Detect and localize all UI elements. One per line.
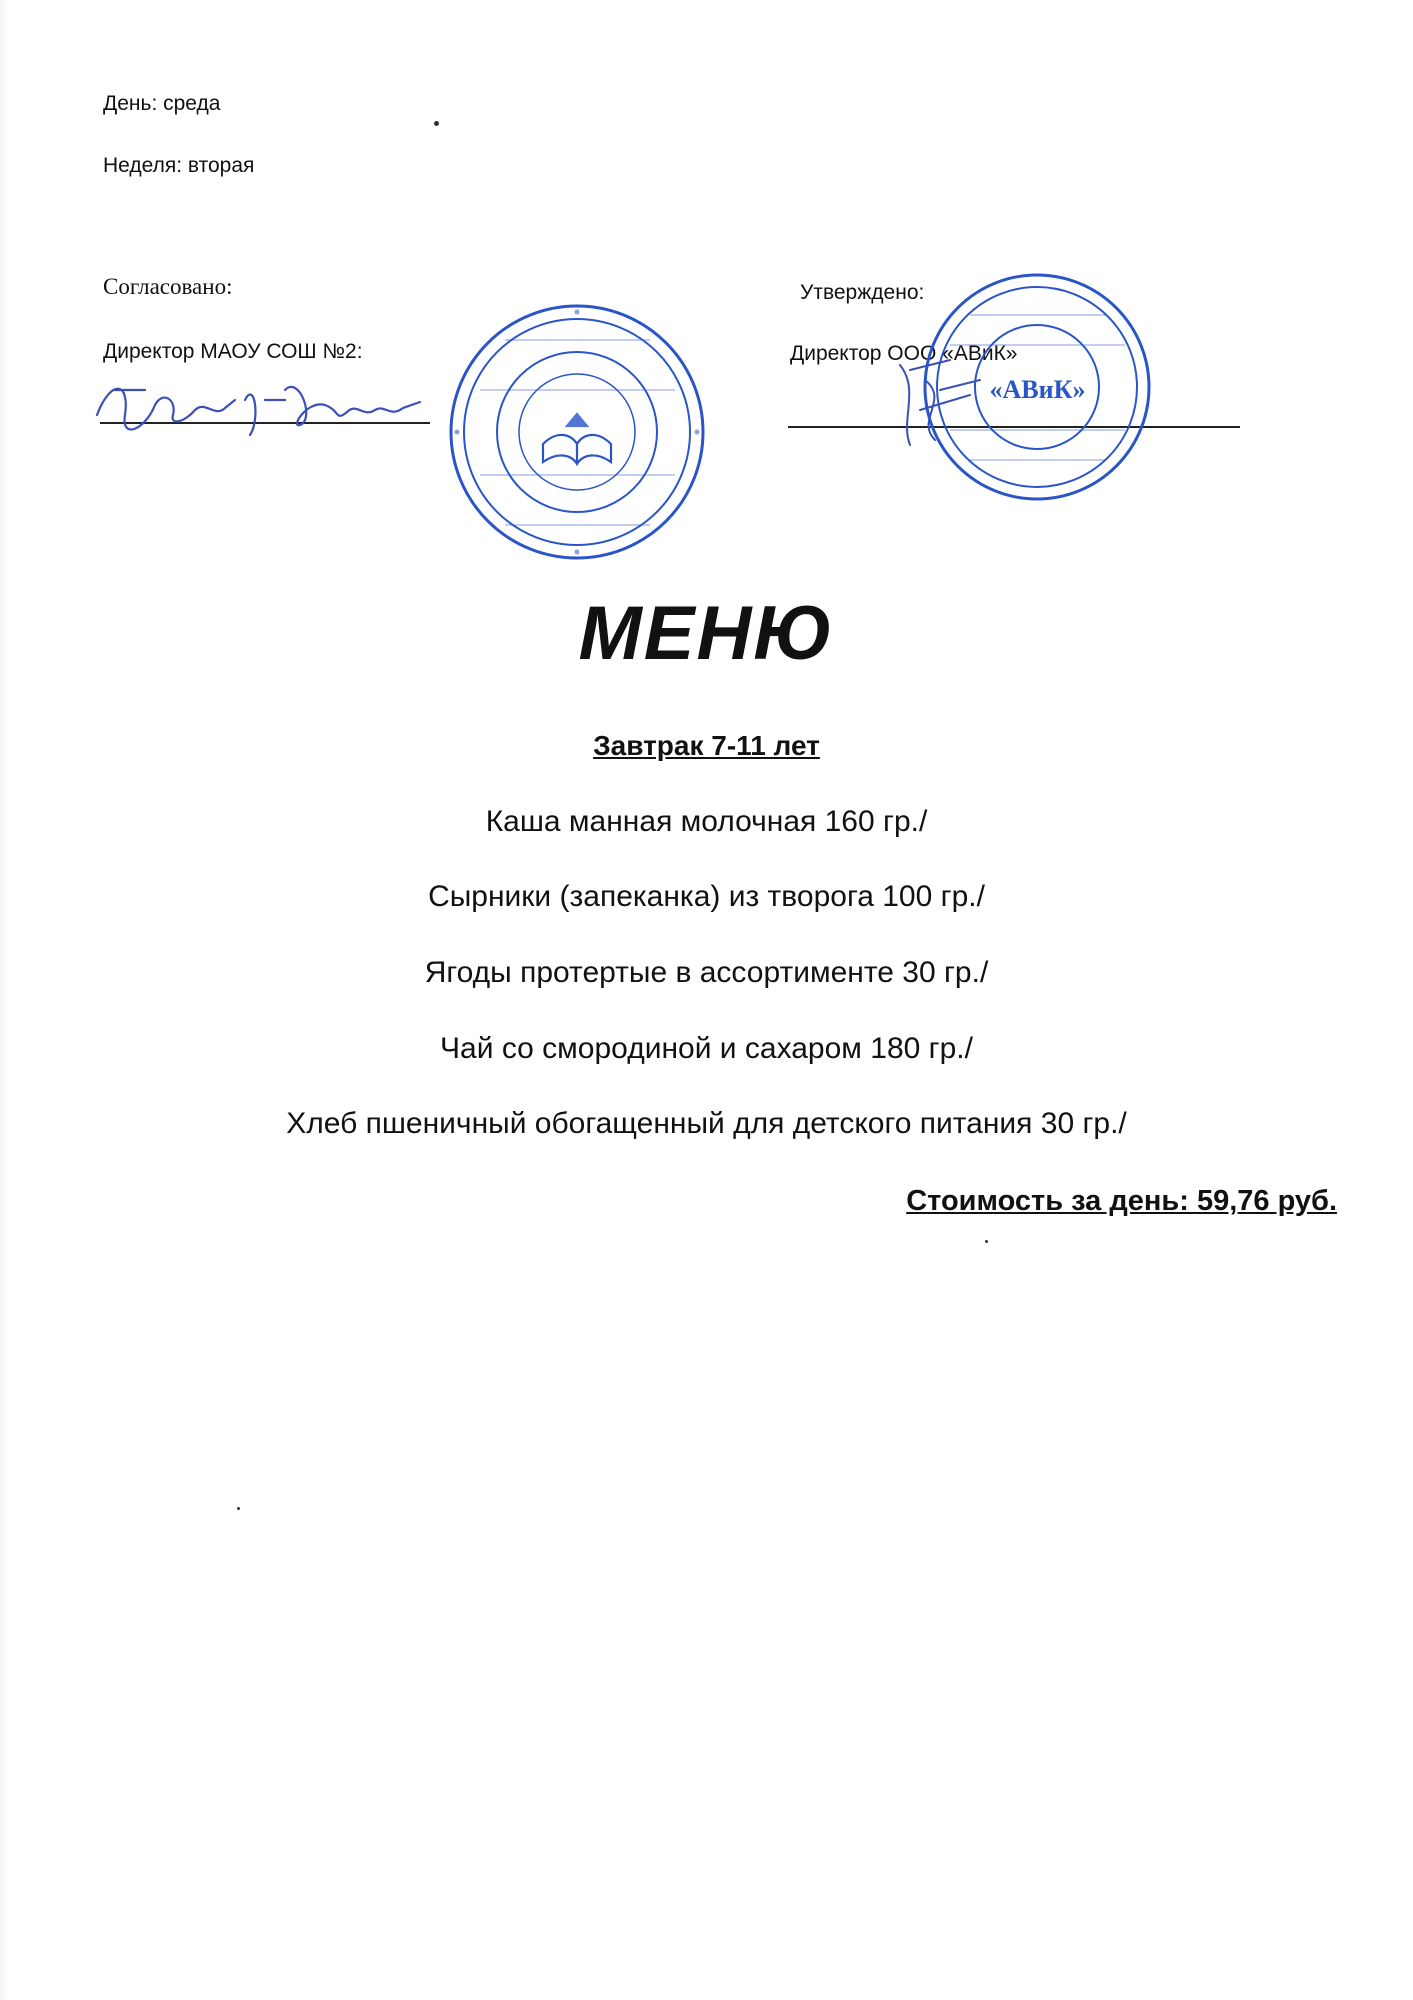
school-stamp: [445, 300, 710, 565]
menu-item: Сырники (запеканка) из творога 100 гр./: [428, 880, 985, 913]
menu-item: Чай со смородиной и сахаром 180 гр./: [440, 1032, 973, 1065]
scan-speck: [985, 1240, 988, 1243]
signature-left: [85, 360, 445, 450]
menu-item: Хлеб пшеничный обогащенный для детского питания 30 гр./: [286, 1107, 1127, 1140]
week-label: Неделя: вторая: [103, 154, 255, 177]
approval-left-position: Директор МАОУ СОШ №2:: [103, 340, 363, 363]
company-stamp-center: «АВиК»: [989, 375, 1086, 404]
scan-speck: [434, 121, 439, 126]
menu-item: Каша манная молочная 160 гр./: [485, 805, 928, 838]
approval-right-position: Директор ООО «АВиК»: [790, 342, 1018, 365]
day-label: День: среда: [103, 92, 221, 115]
approval-right-label: Утверждено:: [800, 281, 925, 304]
daily-cost: Стоимость за день: 59,76 руб.: [906, 1185, 1337, 1217]
approval-left-label: Согласовано:: [103, 274, 233, 299]
scan-edge: [0, 0, 8, 2000]
meal-heading: Завтрак 7-11 лет: [593, 730, 820, 761]
scan-speck: [237, 1507, 240, 1510]
menu-item: Ягоды протертые в ассортименте 30 гр./: [424, 956, 989, 989]
page-title: МЕНЮ: [578, 591, 835, 676]
